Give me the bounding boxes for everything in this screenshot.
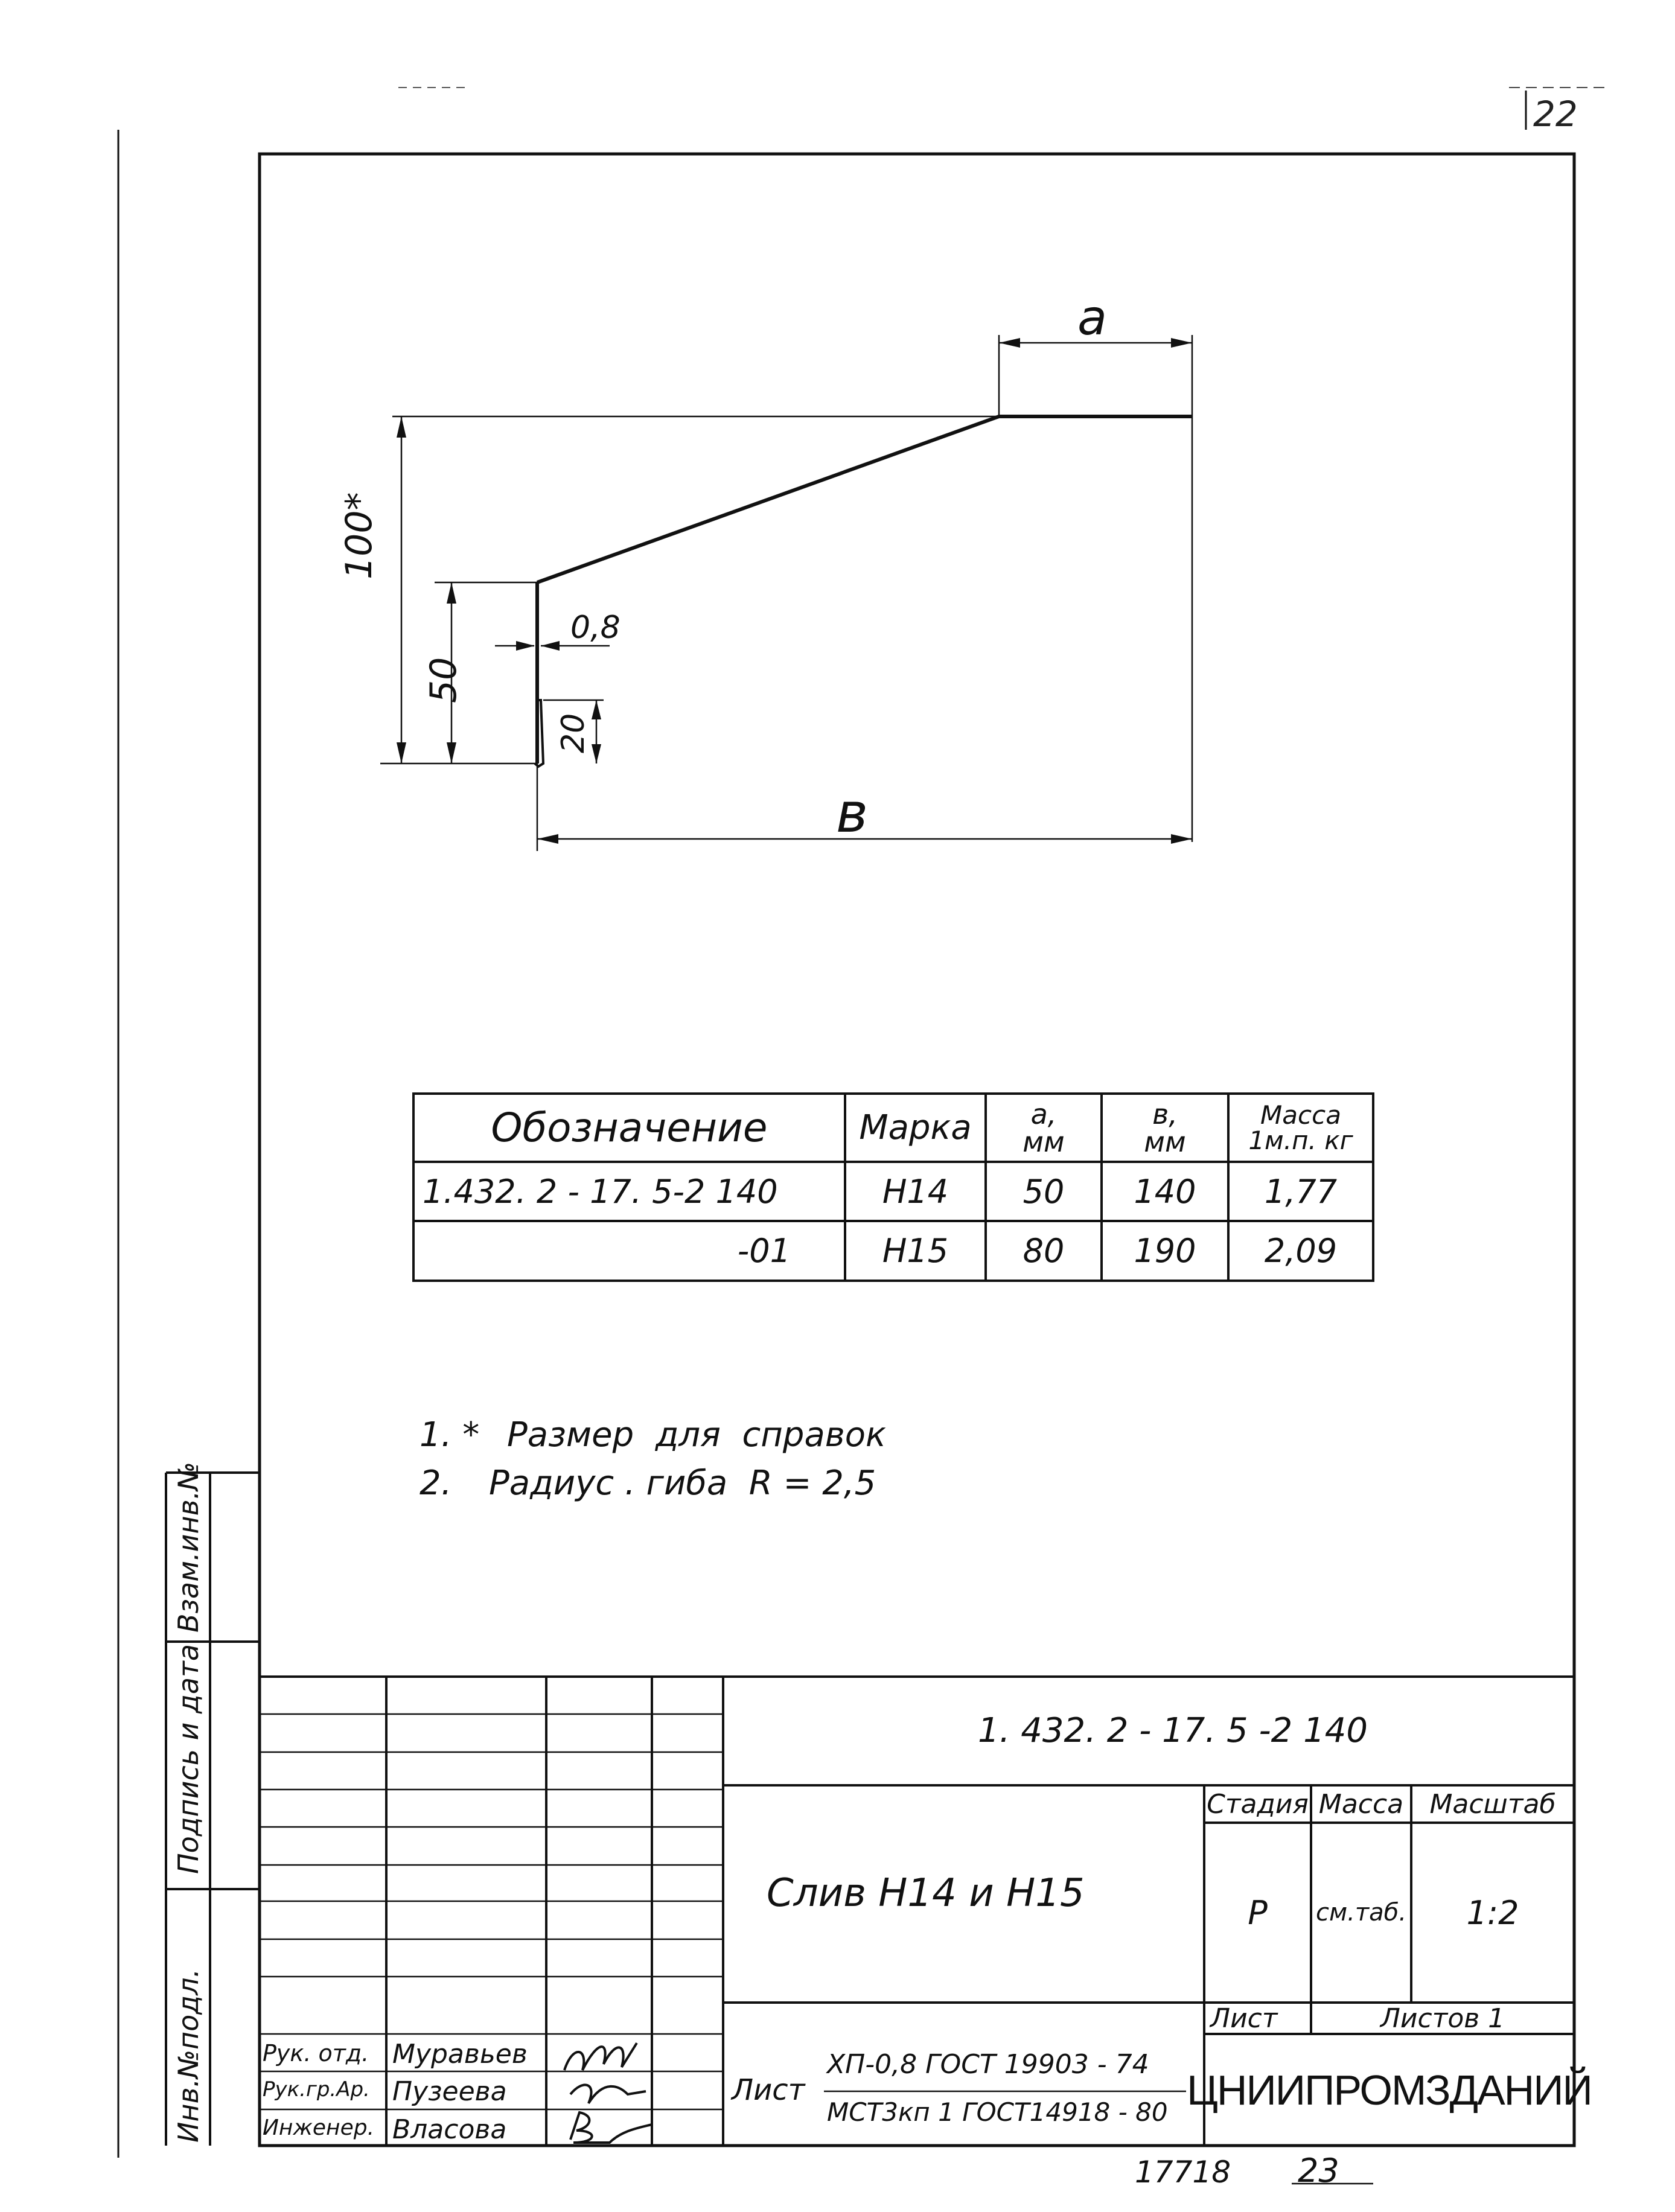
role-3: Инженер. xyxy=(263,2115,375,2140)
header-b: в, мм xyxy=(1144,1097,1186,1158)
note-1-number: 1. * xyxy=(420,1415,480,1455)
table-row-1-designation: 1.432. 2 - 17. 5-2 140 xyxy=(423,1172,778,1211)
drawing-title: Слив Н14 и Н15 xyxy=(767,1871,1085,1916)
role-3-name: Власова xyxy=(392,2114,507,2145)
side-stamp-replaces: Взам.инв.№ xyxy=(172,1461,205,1633)
mass-value: см.таб. xyxy=(1315,1899,1407,1927)
table-row-2-mark: Н15 xyxy=(882,1232,949,1270)
dimension-lines xyxy=(380,335,1192,851)
material-line-2: МСТ3кп 1 ГОСТ14918 - 80 xyxy=(827,2097,1168,2127)
note-2-number: 2. xyxy=(420,1464,452,1503)
table-row-2-mass: 2,09 xyxy=(1264,1232,1338,1270)
role-2: Рук.гр.Ар. xyxy=(263,2077,370,2102)
dim-b-label: в xyxy=(836,782,869,845)
dim-50-label: 50 xyxy=(423,657,465,703)
table-row-1-a: 50 xyxy=(1023,1172,1065,1211)
table-row-2-b: 190 xyxy=(1134,1232,1196,1270)
material-line-1: ХП-0,8 ГОСТ 19903 - 74 xyxy=(827,2049,1149,2080)
material-prefix: Лист xyxy=(732,2073,805,2107)
footer-number: 17718 xyxy=(1135,2155,1231,2190)
corner-sheet-number: 22 xyxy=(1533,94,1578,135)
dim-08-label: 0,8 xyxy=(570,610,621,646)
dimension-arrows xyxy=(397,338,1192,844)
role-2-name: Пузеева xyxy=(392,2076,507,2107)
doc-code: 1. 432. 2 - 17. 5 -2 140 xyxy=(978,1711,1368,1750)
sheet-label: Лист xyxy=(1210,2003,1278,2034)
organization-name: ЦНИИПРОМЗДАНИЙ xyxy=(1187,2066,1592,2114)
sheets-label: Листов 1 xyxy=(1380,2003,1505,2034)
table-row-2-a: 80 xyxy=(1023,1232,1065,1270)
footer-page: 23 xyxy=(1298,2152,1339,2190)
mass-label: Масса xyxy=(1318,1788,1404,1820)
stage-value: Р xyxy=(1248,1893,1268,1932)
scale-label: Масштаб xyxy=(1429,1788,1556,1820)
scale-value: 1:2 xyxy=(1466,1893,1519,1932)
side-stamp-signature-date: Подпись и дата xyxy=(172,1643,205,1874)
header-a: a, мм xyxy=(1023,1097,1065,1158)
header-mark: Марка xyxy=(859,1108,972,1147)
header-mass: Масса 1м.п. кг xyxy=(1248,1100,1353,1155)
note-2-text: Радиус . гиба R = 2,5 xyxy=(489,1464,876,1503)
dim-20-label: 20 xyxy=(555,713,592,753)
table-row-2-designation: -01 xyxy=(737,1232,791,1270)
role-1-name: Муравьев xyxy=(392,2039,528,2070)
stage-label: Стадия xyxy=(1207,1788,1309,1820)
role-1: Рук. отд. xyxy=(263,2040,369,2067)
signatures xyxy=(564,2043,652,2143)
table-row-1-mass: 1,77 xyxy=(1264,1172,1338,1211)
side-stamp-inventory: Инв.№подл. xyxy=(172,1968,205,2143)
table-row-1-b: 140 xyxy=(1134,1172,1196,1211)
table-row-1-mark: Н14 xyxy=(882,1172,949,1211)
header-designation: Обозначение xyxy=(491,1104,768,1151)
dim-100-label: 100* xyxy=(338,492,380,579)
part-profile xyxy=(535,416,1192,767)
note-1-text: Размер для справок xyxy=(507,1415,886,1455)
dim-a-label: a xyxy=(1077,290,1108,346)
